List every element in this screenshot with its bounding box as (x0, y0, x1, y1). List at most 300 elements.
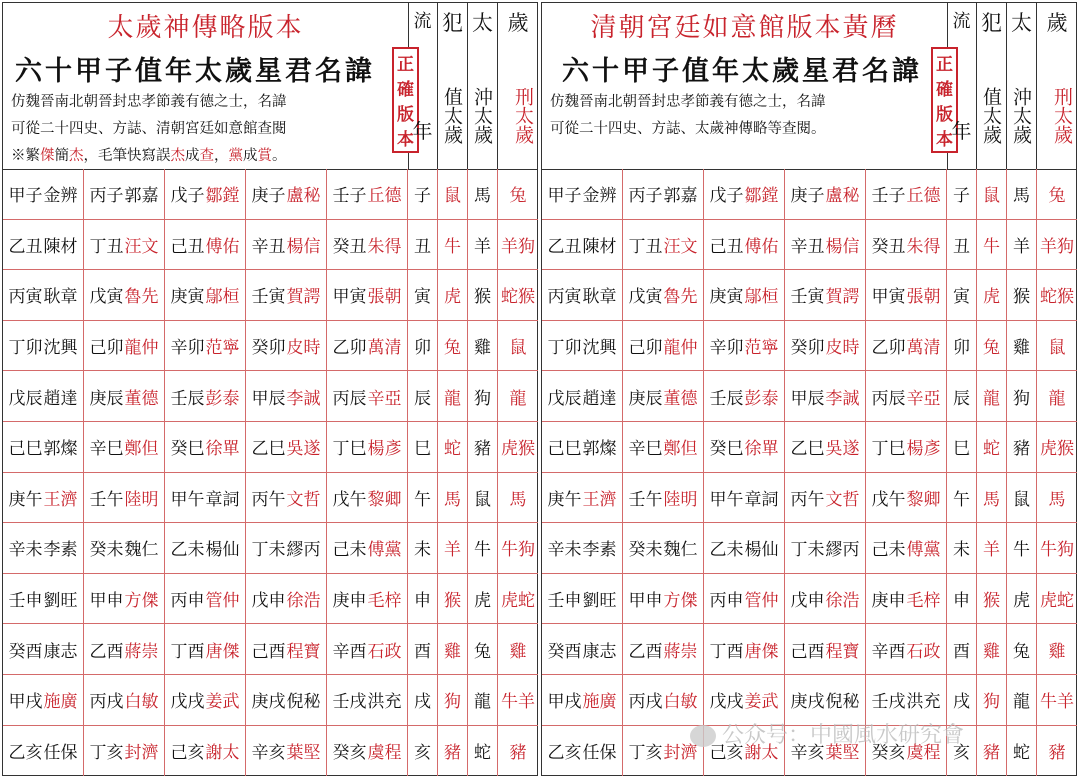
ganzhi-label: 甲寅 (871, 287, 906, 308)
year-branch: 酉 (408, 624, 438, 674)
ganzhi-cell (84, 574, 165, 624)
ganzhi-label: 丁卯 (8, 338, 43, 359)
ganzhi-label: 己未 (332, 540, 367, 561)
ganzhi-cell (542, 169, 623, 219)
chong-taisui-zodiac: 兔 (1007, 624, 1037, 674)
header-liunian: 流 年 (408, 3, 438, 169)
year-branch: 辰 (947, 371, 977, 421)
chong-taisui-zodiac: 雞 (468, 321, 498, 371)
ganzhi-label: 癸丑 (332, 236, 367, 257)
ganzhi-cell (785, 422, 866, 472)
ganzhi-label: 丁丑 (628, 236, 663, 257)
ganzhi-cell (327, 321, 408, 371)
taisui-name: 李誠 (286, 388, 321, 409)
ganzhi-label: 己卯 (89, 338, 124, 359)
ganzhi-cell (542, 523, 623, 573)
xing-taisui-zodiac: 雞 (509, 641, 527, 662)
table-row (3, 270, 538, 321)
taisui-name: 丘德 (906, 186, 941, 207)
ganzhi-cell (704, 321, 785, 371)
year-branch: 子 (947, 169, 977, 219)
xing-taisui-zodiac: 虎蛇 (501, 591, 535, 612)
ganzhi-label: 丁亥 (89, 743, 124, 764)
ganzhi-label: 庚戌 (790, 692, 825, 713)
xing-taisui-zodiac: 鼠 (1048, 338, 1066, 359)
ganzhi-label: 辛卯 (709, 338, 744, 359)
zhi-taisui-zodiac: 雞 (438, 624, 468, 674)
taisui-name: 金辨 (43, 186, 78, 207)
ganzhi-cell (542, 675, 623, 725)
taisui-name: 郭燦 (43, 439, 78, 460)
table-row (3, 624, 538, 675)
ganzhi-label: 乙未 (170, 540, 205, 561)
taisui-name: 魯先 (124, 287, 159, 308)
taisui-name: 傅佑 (205, 236, 240, 257)
xing-taisui-zodiac: 牛狗 (501, 540, 535, 561)
taisui-name: 朱得 (367, 236, 402, 257)
desc-line-1: 仿魏晉南北朝晉封忠孝節義有德之士，名諱 (550, 94, 826, 110)
xing-taisui-zodiac: 虎猴 (1040, 439, 1074, 460)
zhi-taisui-zodiac: 馬 (977, 473, 1007, 523)
ganzhi-cell (785, 270, 866, 320)
taisui-name: 傅佑 (744, 236, 779, 257)
title-box (3, 3, 414, 169)
zhi-taisui-zodiac: 兔 (438, 321, 468, 371)
ganzhi-cell (246, 574, 327, 624)
ganzhi-cell (327, 220, 408, 270)
ganzhi-label: 丁酉 (709, 641, 744, 662)
taisui-name: 繆丙 (825, 540, 860, 561)
taisui-name: 龍仲 (124, 338, 159, 359)
ganzhi-label: 乙丑 (8, 236, 43, 257)
ganzhi-cell (246, 624, 327, 674)
taisui-name: 毛梓 (367, 591, 402, 612)
year-branch: 巳 (408, 422, 438, 472)
ganzhi-label: 辛未 (547, 540, 582, 561)
ganzhi-label: 庚申 (332, 591, 367, 612)
taisui-name: 張朝 (367, 287, 402, 308)
ganzhi-label: 庚午 (547, 489, 582, 510)
ganzhi-label: 庚子 (251, 186, 286, 207)
xing-taisui-zodiac: 蛇猴 (501, 287, 535, 308)
taisui-name: 任保 (43, 743, 78, 764)
ganzhi-label: 癸巳 (709, 439, 744, 460)
ganzhi-label: 壬午 (628, 489, 663, 510)
ganzhi-cell (3, 726, 84, 777)
ganzhi-label: 庚寅 (709, 287, 744, 308)
version-title: 清朝宮廷如意館版本黃曆 (590, 13, 899, 43)
taisui-name: 皮時 (286, 338, 321, 359)
ganzhi-cell (327, 473, 408, 523)
ganzhi-cell (542, 270, 623, 320)
taisui-name: 任保 (582, 743, 617, 764)
desc-line-3: ※繁傑簡杰，毛筆快寫誤杰成查，黨成賞。 (11, 148, 287, 164)
ganzhi-cell (327, 523, 408, 573)
year-branch: 卯 (947, 321, 977, 371)
taisui-name: 蔣崇 (663, 641, 698, 662)
xing-taisui-zodiac: 馬 (1048, 489, 1066, 510)
ganzhi-cell (84, 473, 165, 523)
zhi-taisui-zodiac: 虎 (438, 270, 468, 320)
ganzhi-label: 辛亥 (251, 743, 286, 764)
ganzhi-cell (704, 422, 785, 472)
ganzhi-cell (623, 321, 704, 371)
year-branch: 未 (947, 523, 977, 573)
ganzhi-cell (866, 624, 947, 674)
taisui-name: 石政 (367, 641, 402, 662)
taisui-name: 辛亞 (367, 388, 402, 409)
ganzhi-cell (84, 321, 165, 371)
taisui-name: 楊彥 (367, 439, 402, 460)
ganzhi-cell (246, 473, 327, 523)
taisui-name: 傅黨 (906, 540, 941, 561)
taisui-name: 皮時 (825, 338, 860, 359)
year-branch: 丑 (947, 220, 977, 270)
ganzhi-label: 乙酉 (628, 641, 663, 662)
year-branch: 亥 (947, 726, 977, 777)
ganzhi-label: 乙亥 (547, 743, 582, 764)
ganzhi-cell (623, 422, 704, 472)
taisui-name: 謝太 (205, 743, 240, 764)
taisui-name: 辛亞 (906, 388, 941, 409)
taisui-name: 沈興 (582, 338, 617, 359)
ganzhi-cell (246, 321, 327, 371)
taisui-name: 徐單 (744, 439, 779, 460)
taisui-name: 陳材 (582, 236, 617, 257)
ganzhi-cell (542, 574, 623, 624)
ganzhi-cell (84, 169, 165, 219)
ganzhi-cell (785, 523, 866, 573)
ganzhi-cell (246, 675, 327, 725)
ganzhi-label: 戊午 (871, 489, 906, 510)
ganzhi-label: 辛巳 (628, 439, 663, 460)
taisui-name: 王濟 (582, 489, 617, 510)
ganzhi-label: 戊午 (332, 489, 367, 510)
taisui-name: 王濟 (43, 489, 78, 510)
ganzhi-cell (866, 270, 947, 320)
xing-taisui-zodiac: 羊狗 (501, 236, 535, 257)
ganzhi-label: 己丑 (709, 236, 744, 257)
taisui-name: 耿章 (43, 287, 78, 308)
chong-taisui-zodiac: 牛 (468, 523, 498, 573)
ganzhi-cell (542, 473, 623, 523)
taisui-name: 張朝 (906, 287, 941, 308)
ganzhi-label: 辛酉 (871, 641, 906, 662)
year-branch: 丑 (408, 220, 438, 270)
chong-taisui-zodiac: 牛 (1007, 523, 1037, 573)
taisui-name: 方傑 (663, 591, 698, 612)
year-branch: 寅 (947, 270, 977, 320)
ganzhi-cell (84, 624, 165, 674)
ganzhi-cell (327, 371, 408, 421)
year-branch: 戌 (947, 675, 977, 725)
xing-taisui-zodiac: 蛇猴 (1040, 287, 1074, 308)
ganzhi-label: 庚戌 (251, 692, 286, 713)
taisui-name: 管仲 (744, 591, 779, 612)
ganzhi-label: 戊寅 (628, 287, 663, 308)
taisui-name: 彭泰 (744, 388, 779, 409)
taisui-name: 虞程 (367, 743, 402, 764)
watermark: 公众号：中國風水研究會 (690, 718, 964, 749)
ganzhi-label: 丁酉 (170, 641, 205, 662)
table-row (542, 523, 1077, 574)
taisui-name: 范寧 (205, 338, 240, 359)
chong-taisui-zodiac: 鼠 (468, 473, 498, 523)
xing-taisui-zodiac: 牛羊 (501, 692, 535, 713)
ganzhi-label: 丙子 (628, 186, 663, 207)
ganzhi-label: 己亥 (709, 743, 744, 764)
ganzhi-label: 戊辰 (547, 388, 582, 409)
ganzhi-cell (165, 574, 246, 624)
ganzhi-label: 戊子 (170, 186, 205, 207)
taisui-name: 郭嘉 (124, 186, 159, 207)
ganzhi-cell (542, 220, 623, 270)
chong-taisui-zodiac: 龍 (1007, 675, 1037, 725)
ganzhi-cell (3, 169, 84, 219)
xing-taisui-zodiac: 虎猴 (501, 439, 535, 460)
taisui-name: 劉旺 (582, 591, 617, 612)
table-row (542, 574, 1077, 625)
ganzhi-label: 壬寅 (251, 287, 286, 308)
version-title: 太歲神傳略版本 (107, 13, 304, 43)
chong-taisui-zodiac: 狗 (468, 371, 498, 421)
zhi-taisui-zodiac: 蛇 (438, 422, 468, 472)
zhi-taisui-zodiac: 狗 (438, 675, 468, 725)
ganzhi-label: 甲申 (89, 591, 124, 612)
ganzhi-label: 辛未 (8, 540, 43, 561)
chong-taisui-zodiac: 龍 (468, 675, 498, 725)
table-row (542, 270, 1077, 321)
taisui-name: 陳材 (43, 236, 78, 257)
ganzhi-label: 壬戌 (332, 692, 367, 713)
xing-taisui-zodiac: 豬 (509, 743, 527, 764)
chong-taisui-zodiac: 虎 (1007, 574, 1037, 624)
taisui-name: 徐浩 (825, 591, 860, 612)
ganzhi-label: 癸亥 (332, 743, 367, 764)
ganzhi-label: 戊辰 (8, 388, 43, 409)
taisui-name: 魯先 (663, 287, 698, 308)
ganzhi-cell (84, 371, 165, 421)
ganzhi-label: 庚申 (871, 591, 906, 612)
ganzhi-cell (3, 574, 84, 624)
year-branch: 卯 (408, 321, 438, 371)
ganzhi-cell (785, 169, 866, 219)
ganzhi-label: 壬子 (332, 186, 367, 207)
taisui-name: 丘德 (367, 186, 402, 207)
ganzhi-cell (623, 624, 704, 674)
taisui-name: 鄭但 (663, 439, 698, 460)
ganzhi-label: 丙子 (89, 186, 124, 207)
ganzhi-label: 甲戌 (8, 692, 43, 713)
taisui-name: 石政 (906, 641, 941, 662)
zhi-taisui-zodiac: 猴 (977, 574, 1007, 624)
ganzhi-label: 癸巳 (170, 439, 205, 460)
taisui-name: 鄔桓 (205, 287, 240, 308)
ganzhi-cell (785, 473, 866, 523)
table-row (3, 726, 538, 777)
ganzhi-cell (542, 371, 623, 421)
taisui-name: 朱得 (906, 236, 941, 257)
ganzhi-cell (542, 422, 623, 472)
ganzhi-label: 己巳 (8, 439, 43, 460)
table-row (3, 321, 538, 372)
taisui-name: 李誠 (825, 388, 860, 409)
ganzhi-cell (3, 321, 84, 371)
taisui-name: 文哲 (825, 489, 860, 510)
ganzhi-label: 甲午 (709, 489, 744, 510)
ganzhi-cell (785, 220, 866, 270)
taisui-name: 萬清 (906, 338, 941, 359)
ganzhi-cell (165, 371, 246, 421)
ganzhi-cell (623, 270, 704, 320)
ganzhi-label: 辛亥 (790, 743, 825, 764)
taisui-name: 封濟 (663, 743, 698, 764)
ganzhi-label: 甲子 (8, 186, 43, 207)
ganzhi-cell (327, 169, 408, 219)
correct-version-stamp: 正確版本 (931, 47, 958, 153)
taisui-name: 陸明 (663, 489, 698, 510)
chong-taisui-zodiac: 豬 (1007, 422, 1037, 472)
table-row (3, 574, 538, 625)
ganzhi-label: 丙戌 (628, 692, 663, 713)
ganzhi-cell (623, 220, 704, 270)
ganzhi-cell (327, 422, 408, 472)
taisui-name: 吳遂 (825, 439, 860, 460)
taisui-name: 唐傑 (205, 641, 240, 662)
ganzhi-cell (246, 422, 327, 472)
ganzhi-cell (3, 675, 84, 725)
ganzhi-cell (3, 422, 84, 472)
taisui-name: 郭燦 (582, 439, 617, 460)
taisui-name: 魏仁 (663, 540, 698, 561)
ganzhi-cell (704, 624, 785, 674)
ganzhi-label: 乙亥 (8, 743, 43, 764)
taisui-name: 汪文 (124, 236, 159, 257)
table-row (542, 169, 1077, 220)
ganzhi-cell (165, 523, 246, 573)
ganzhi-label: 己亥 (170, 743, 205, 764)
taisui-name: 唐傑 (744, 641, 779, 662)
year-branch: 午 (947, 473, 977, 523)
taisui-name: 洪充 (906, 692, 941, 713)
ganzhi-cell (246, 220, 327, 270)
ganzhi-cell (246, 726, 327, 777)
ganzhi-label: 丁巳 (332, 439, 367, 460)
year-branch: 子 (408, 169, 438, 219)
ganzhi-cell (704, 574, 785, 624)
table-header (3, 3, 538, 170)
zhi-taisui-zodiac: 牛 (438, 220, 468, 270)
zhi-taisui-zodiac: 虎 (977, 270, 1007, 320)
ganzhi-label: 壬申 (547, 591, 582, 612)
ganzhi-label: 甲寅 (332, 287, 367, 308)
ganzhi-label: 癸卯 (251, 338, 286, 359)
taisui-name: 楊信 (286, 236, 321, 257)
zhi-taisui-zodiac: 雞 (977, 624, 1007, 674)
ganzhi-label: 丙午 (790, 489, 825, 510)
ganzhi-cell (3, 220, 84, 270)
taisui-name: 徐單 (205, 439, 240, 460)
taisui-name: 康志 (582, 641, 617, 662)
table-title: 六十甲子值年太歲星君名諱 (15, 56, 375, 87)
ganzhi-cell (84, 726, 165, 777)
year-branch: 辰 (408, 371, 438, 421)
ganzhi-label: 戊申 (251, 591, 286, 612)
ganzhi-label: 丁未 (251, 540, 286, 561)
taisui-name: 賀諤 (286, 287, 321, 308)
header-xing: 歲 刑太歲 (507, 11, 534, 144)
ganzhi-label: 己卯 (628, 338, 663, 359)
ganzhi-label: 丙戌 (89, 692, 124, 713)
zhi-taisui-zodiac: 兔 (977, 321, 1007, 371)
taisui-name: 楊信 (825, 236, 860, 257)
title-box (542, 3, 953, 169)
ganzhi-cell (327, 726, 408, 777)
taisui-name: 章詞 (744, 489, 779, 510)
zhi-taisui-zodiac: 豬 (977, 726, 1007, 777)
ganzhi-cell (704, 523, 785, 573)
ganzhi-label: 壬子 (871, 186, 906, 207)
ganzhi-cell (3, 371, 84, 421)
ganzhi-label: 癸未 (89, 540, 124, 561)
ganzhi-label: 辛酉 (332, 641, 367, 662)
ganzhi-cell (704, 220, 785, 270)
ganzhi-label: 乙巳 (790, 439, 825, 460)
taisui-name: 白敏 (663, 692, 698, 713)
ganzhi-label: 癸酉 (8, 641, 43, 662)
ganzhi-label: 壬午 (89, 489, 124, 510)
taisui-name: 謝太 (744, 743, 779, 764)
taisui-name: 康志 (43, 641, 78, 662)
taisui-name: 楊彥 (906, 439, 941, 460)
ganzhi-cell (3, 624, 84, 674)
ganzhi-label: 丙申 (170, 591, 205, 612)
ganzhi-cell (165, 270, 246, 320)
ganzhi-label: 丙寅 (8, 287, 43, 308)
ganzhi-cell (623, 371, 704, 421)
table-row (542, 624, 1077, 675)
zhi-taisui-zodiac: 蛇 (977, 422, 1007, 472)
ganzhi-cell (704, 473, 785, 523)
ganzhi-cell (246, 523, 327, 573)
chong-taisui-zodiac: 蛇 (1007, 726, 1037, 777)
taisui-name: 葉堅 (825, 743, 860, 764)
desc-line-2: 可從二十四史、方誌、清朝宮廷如意館查閱 (11, 121, 287, 137)
ganzhi-label: 乙卯 (332, 338, 367, 359)
ganzhi-cell (623, 574, 704, 624)
taisui-name: 趙達 (43, 388, 78, 409)
ganzhi-cell (542, 726, 623, 777)
ganzhi-cell (704, 169, 785, 219)
ganzhi-label: 甲辰 (790, 388, 825, 409)
ganzhi-label: 己酉 (790, 641, 825, 662)
chong-taisui-zodiac: 狗 (1007, 371, 1037, 421)
table-row (542, 371, 1077, 422)
ganzhi-label: 癸酉 (547, 641, 582, 662)
ganzhi-label: 丙辰 (871, 388, 906, 409)
ganzhi-label: 乙未 (709, 540, 744, 561)
header-chong: 太 沖太歲 (1007, 3, 1037, 169)
desc-line-2: 可從二十四史、方誌、太歲神傳略等查閱。 (550, 121, 826, 137)
ganzhi-cell (246, 371, 327, 421)
taisui-name: 倪秘 (825, 692, 860, 713)
taisui-name: 蔣崇 (124, 641, 159, 662)
ganzhi-label: 壬寅 (790, 287, 825, 308)
ganzhi-label: 甲辰 (251, 388, 286, 409)
taisui-name: 徐浩 (286, 591, 321, 612)
ganzhi-cell (327, 270, 408, 320)
ganzhi-cell (165, 321, 246, 371)
